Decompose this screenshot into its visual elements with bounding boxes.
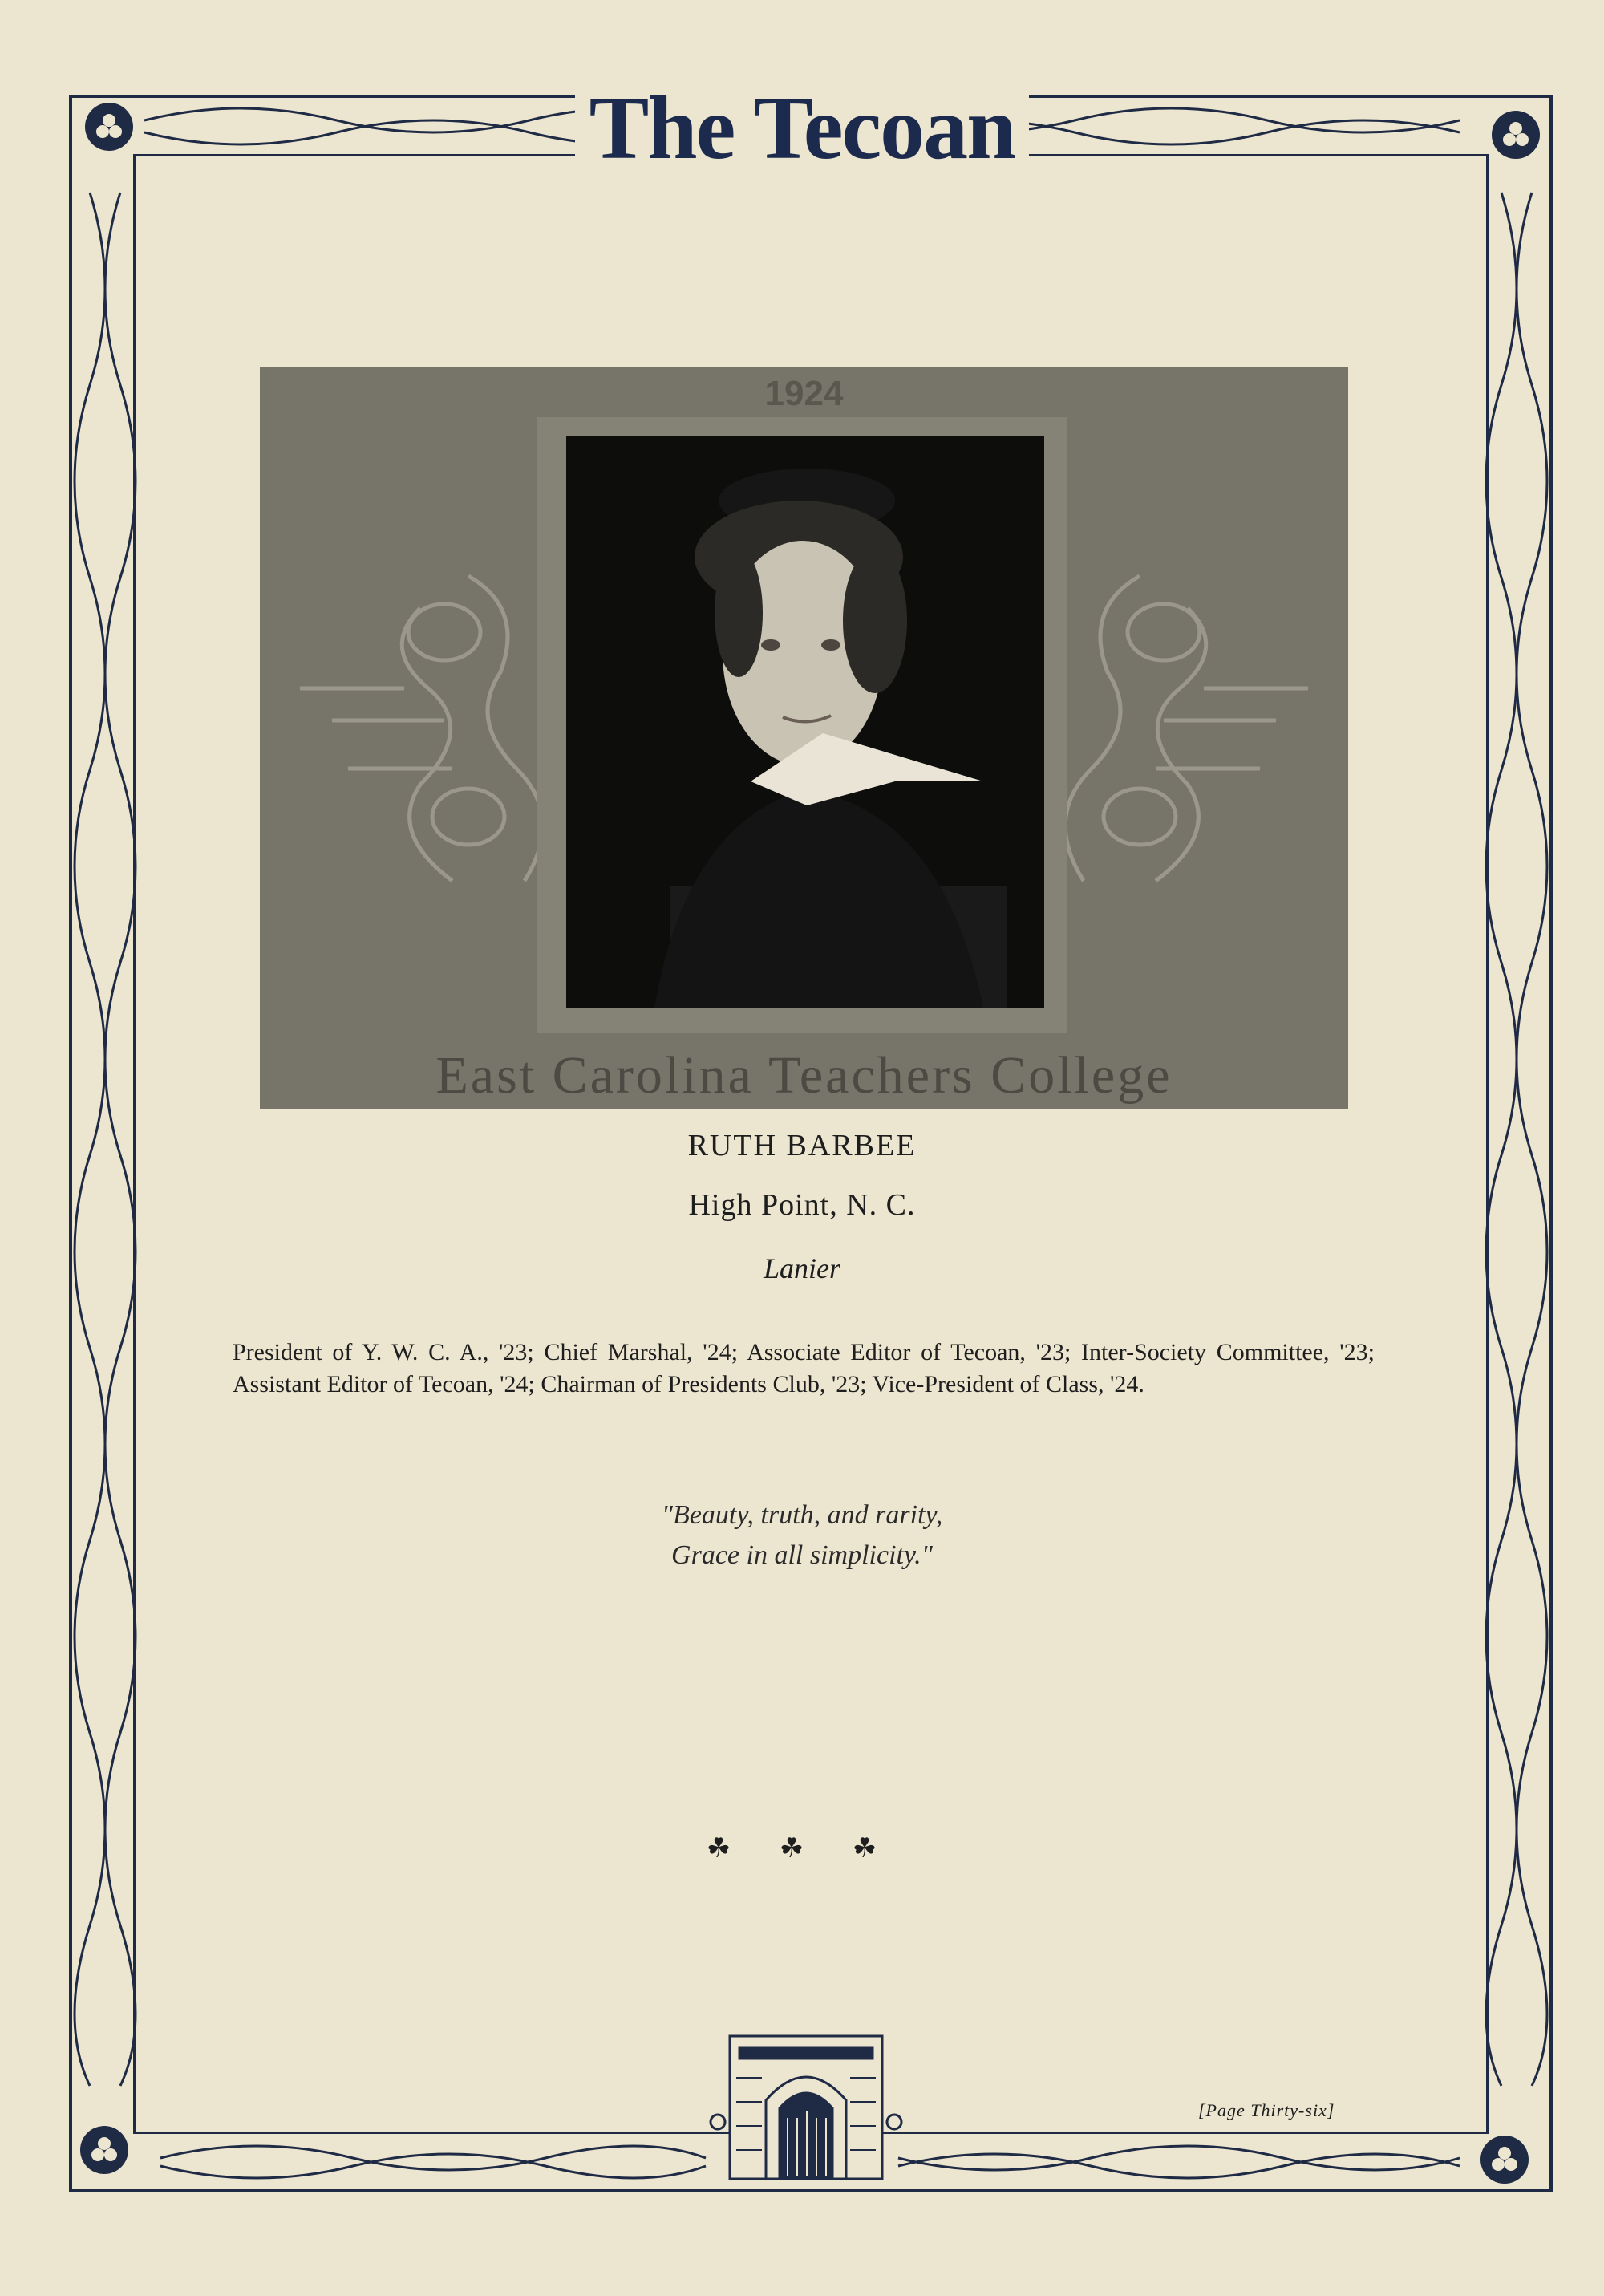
student-name: RUTH BARBEE	[687, 1129, 917, 1162]
card-year: 1924	[764, 374, 844, 413]
student-society: Lanier	[763, 1252, 840, 1284]
yearbook-title	[0, 79, 1604, 178]
doorway-emblem	[711, 2036, 901, 2179]
clover-ornaments: ☘ ☘ ☘	[706, 1834, 898, 1864]
student-hometown: High Point, N. C.	[688, 1188, 916, 1222]
quote-line-2: Grace in all simplicity."	[671, 1540, 933, 1570]
card-school-name: East Carolina Teachers College	[435, 1046, 1173, 1105]
page-number: [Page Thirty-six]	[1198, 2100, 1335, 2120]
student-quote	[0, 1495, 1604, 1576]
portrait-figure	[566, 436, 1044, 1008]
student-portrait	[566, 436, 1044, 1008]
student-activities: President of Y. W. C. A., '23; Chief Marshal, '24; Associate Editor of Tecoan, '23; Inter-Society Committee, '23; Assistant Editor of Tecoan, '24; Chairman of Presidents Club, '23; Vice-President of Class, '24.	[233, 1339, 1375, 1397]
quote-line-1: "Beauty, truth, and rarity,	[661, 1500, 943, 1530]
yearbook-title-text: The Tecoan	[575, 79, 1030, 178]
portrait-card	[260, 367, 1348, 1109]
